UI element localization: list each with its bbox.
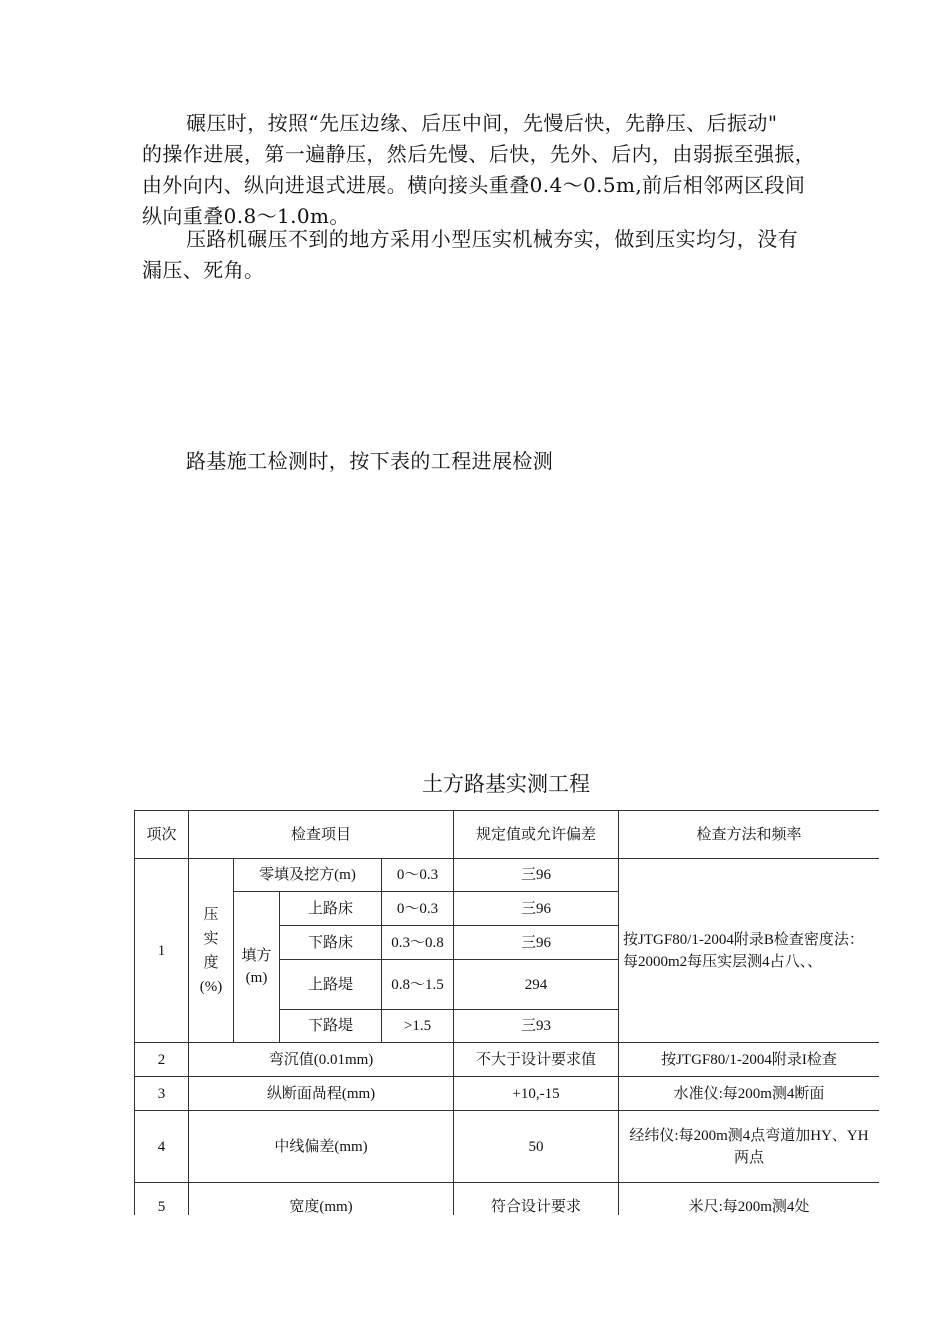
table-row	[135, 1183, 880, 1216]
cell-layer-range: 0〜0.3	[382, 892, 454, 926]
paragraph-line: 由外向内、纵向进退式进展。横向接头重叠0.4〜0.5m,前后相邻两区段间	[142, 173, 806, 197]
cell-zero-fill-name: 零填及挖方(m)	[234, 859, 382, 892]
table-row	[135, 1077, 880, 1111]
cell-layer-value: 294	[454, 960, 619, 1010]
cell-check-item: 纵断面咼程(mm)	[189, 1077, 454, 1111]
cell-method: 经纬仪:每200m测4点弯道加HY、YH两点	[619, 1111, 879, 1183]
cell-zero-fill-range: 0〜0.3	[382, 859, 454, 892]
label-line: 填方	[241, 948, 272, 964]
cell-method: 米尺:每200m测4处	[619, 1183, 879, 1216]
cell-compaction-method: 按JTGF80/1-2004附录B检查密度法：每2000m2每压实层测4占八、、	[619, 859, 879, 1043]
cell-item-no: 3	[135, 1077, 189, 1111]
header-method: 检查方法和频率	[619, 811, 879, 859]
cell-item-no: 2	[135, 1043, 189, 1077]
label-line: 实	[203, 930, 219, 947]
cell-layer-name: 下路堤	[280, 1010, 382, 1043]
cell-allowed: 符合设计要求	[454, 1183, 619, 1216]
table-row	[135, 1111, 880, 1183]
cell-item-no: 4	[135, 1111, 189, 1183]
inspection-table-wrapper	[134, 810, 879, 1215]
table-row	[135, 859, 880, 892]
cell-layer-value: 三96	[454, 892, 619, 926]
cell-method: 水准仪:每200m测4断面	[619, 1077, 879, 1111]
header-item-no: 项次	[135, 811, 189, 859]
paragraph-line: 碾压时，按照“先压边缘、后压中间，先慢后快，先静压、后振动"	[186, 111, 778, 135]
cell-zero-fill-value: 三96	[454, 859, 619, 892]
paragraph-small-compactor	[142, 224, 872, 286]
cell-layer-range: 0.3〜0.8	[382, 926, 454, 960]
cell-allowed: +10,-15	[454, 1077, 619, 1111]
cell-layer-name: 下路床	[280, 926, 382, 960]
header-allowed: 规定值或允许偏差	[454, 811, 619, 859]
paragraph-compaction-procedure	[142, 108, 872, 232]
cell-layer-name: 上路堤	[280, 960, 382, 1010]
cell-fill-label	[234, 892, 280, 1043]
label-line: 压	[203, 906, 219, 923]
label-line: 度	[203, 954, 219, 971]
label-line: (m)	[245, 970, 268, 986]
paragraph-inspection-intro: 路基施工检测时，按下表的工程进展检测	[186, 449, 554, 473]
cell-allowed: 50	[454, 1111, 619, 1183]
cell-layer-range: 0.8〜1.5	[382, 960, 454, 1010]
paragraph-line: 的操作进展，第一遍静压，然后先慢、后快，先外、后内，由弱振至强振，	[142, 142, 816, 166]
cell-check-item: 中线偏差(mm)	[189, 1111, 454, 1183]
cell-layer-value: 三93	[454, 1010, 619, 1043]
cell-method: 按JTGF80/1-2004附录I检查	[619, 1043, 879, 1077]
cell-compaction-label	[189, 859, 234, 1043]
cell-layer-name: 上路床	[280, 892, 382, 926]
cell-allowed: 不大于设计要求值	[454, 1043, 619, 1077]
paragraph-line: 压路机碾压不到的地方采用小型压实机械夯实，做到压实均匀，没有	[186, 227, 798, 251]
label-line: (%)	[199, 978, 223, 995]
cell-layer-range: >1.5	[382, 1010, 454, 1043]
paragraph-line: 漏压、死角。	[142, 258, 265, 282]
cell-layer-value: 三96	[454, 926, 619, 960]
cell-item-no: 1	[135, 859, 189, 1043]
cell-item-no: 5	[135, 1183, 189, 1216]
paragraph-line: 纵向重叠0.8〜1.0m。	[142, 204, 350, 228]
header-check-item: 检查项目	[189, 811, 454, 859]
table-row	[135, 1043, 880, 1077]
table-title: 土方路基实测工程	[422, 772, 590, 796]
inspection-table	[134, 810, 879, 1215]
cell-check-item: 弯沉值(0.01mm)	[189, 1043, 454, 1077]
table-header-row	[135, 811, 880, 859]
cell-check-item: 宽度(mm)	[189, 1183, 454, 1216]
